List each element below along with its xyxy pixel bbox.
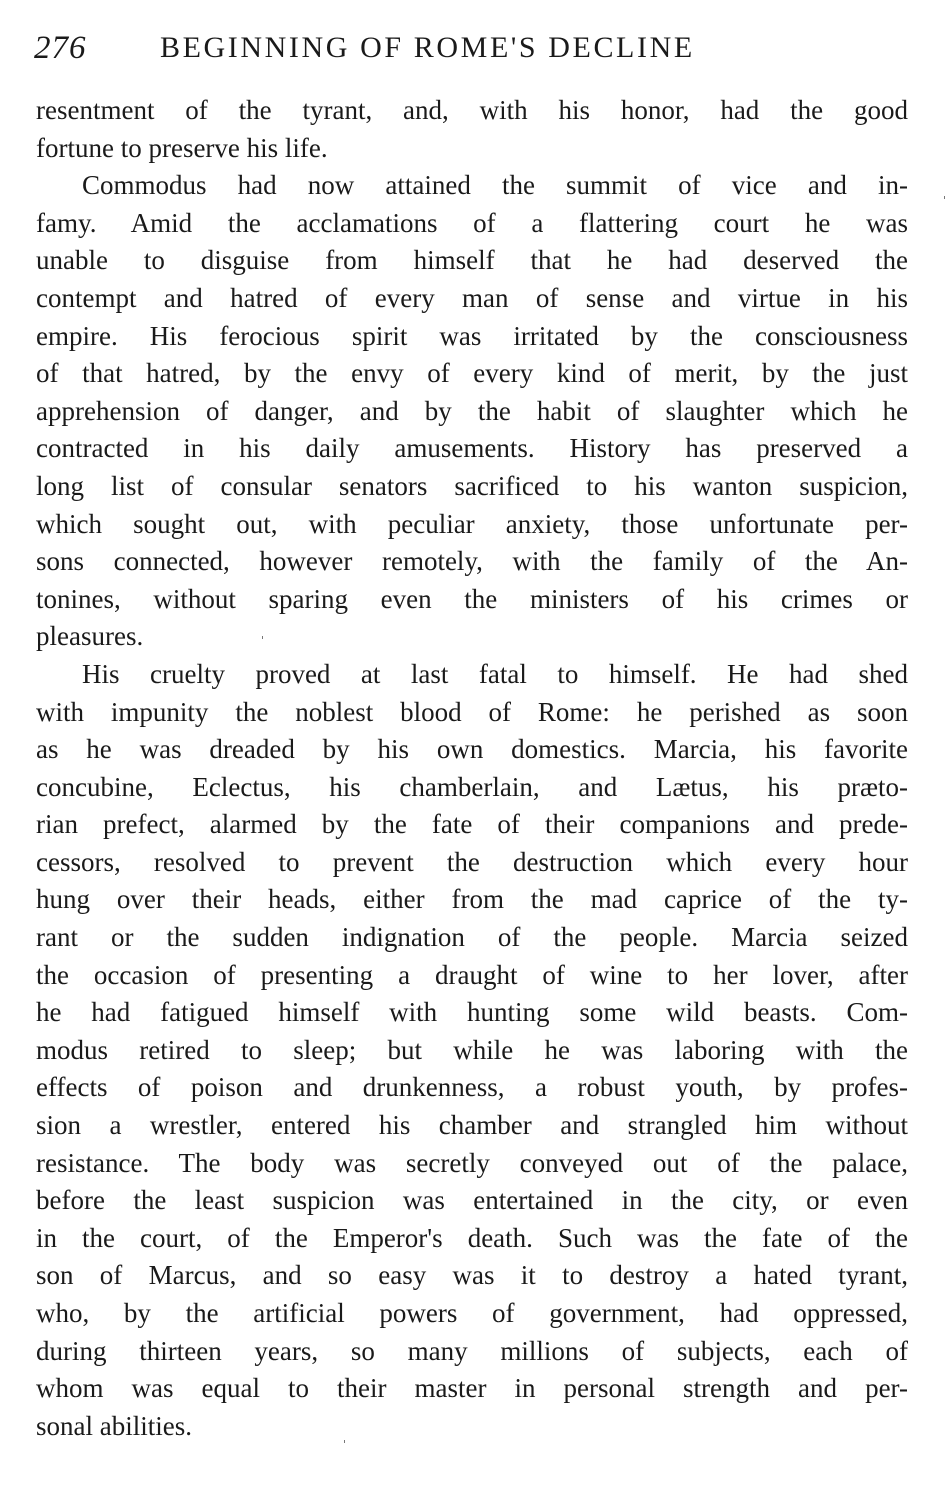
text-line	[36, 1069, 908, 1107]
text-line-content: resentment of the tyrant, and, with his honor, had the good	[36, 95, 908, 125]
text-line-content: modus retired to sleep; but while he was laboring with the	[36, 1034, 908, 1065]
text-line-content: contracted in his daily amusements. History has preserved a	[36, 433, 908, 464]
text-line	[36, 1257, 908, 1295]
margin-mark	[944, 196, 945, 199]
running-head: BEGINNING OF ROME'S DECLINE	[160, 31, 695, 64]
text-line-content: Commodus had now attained the summit of vice and in-	[82, 170, 908, 201]
text-line	[36, 694, 908, 732]
text-line	[36, 731, 908, 769]
text-line-content: rant or the sudden indignation of the people. Marcia seized	[36, 922, 908, 953]
text-line	[36, 769, 908, 807]
text-line-content: the occasion of presenting a draught of wine to her lover, after	[36, 959, 908, 990]
text-line	[36, 280, 908, 318]
margin-mark	[344, 1440, 345, 1443]
text-line	[36, 430, 908, 468]
text-line	[36, 242, 908, 280]
text-line	[36, 1220, 908, 1258]
text-line-content: whom was equal to their master in personal strength and per-	[36, 1373, 908, 1404]
page-number: 276	[34, 30, 87, 66]
text-line-content: sion a wrestler, entered his chamber and strangled him without	[36, 1110, 908, 1141]
text-line	[36, 543, 908, 581]
text-line-content: unable to disguise from himself that he had deserved the	[36, 245, 908, 276]
text-line-content: during thirteen years, so many millions of subjects, each of	[36, 1335, 908, 1366]
text-line-content: sonal abilities.	[36, 1410, 192, 1441]
text-line	[36, 806, 908, 844]
text-line-content: as he was dreaded by his own domestics. Marcia, his favorite	[36, 734, 908, 765]
text-line	[36, 318, 908, 356]
margin-mark	[262, 636, 263, 639]
text-line	[36, 167, 908, 205]
text-line	[36, 994, 908, 1032]
text-line	[36, 919, 908, 957]
text-line-content: His cruelty proved at last fatal to himself. He had shed	[82, 658, 908, 689]
text-line	[36, 205, 908, 243]
page-header	[34, 30, 914, 74]
text-line	[36, 656, 908, 694]
text-line-content: resistance. The body was secretly conveyed out of the palace,	[36, 1147, 908, 1178]
text-line-content: concubine, Eclectus, his chamberlain, and Lætus, his præto-	[36, 771, 908, 802]
text-line	[36, 1333, 908, 1371]
text-line	[36, 1032, 908, 1070]
text-line-content: long list of consular senators sacrificed to his wanton suspicion,	[36, 470, 908, 501]
text-line-content: fortune to preserve his life.	[36, 132, 328, 163]
text-line-content: hung over their heads, either from the mad caprice of the ty-	[36, 884, 908, 915]
text-line	[36, 581, 908, 619]
text-line	[36, 355, 908, 393]
text-line	[36, 1182, 908, 1220]
text-line-content: tonines, without sparing even the ministers of his crimes or	[36, 583, 908, 614]
text-line	[36, 130, 908, 168]
text-line-content: he had fatigued himself with hunting some wild beasts. Com-	[36, 997, 908, 1028]
text-line	[36, 1295, 908, 1333]
text-line	[36, 1145, 908, 1183]
text-line-content: sons connected, however remotely, with the family of the An-	[36, 546, 908, 577]
text-line	[36, 468, 908, 506]
text-line	[36, 393, 908, 431]
text-line-content: who, by the artificial powers of government, had oppressed,	[36, 1298, 908, 1328]
text-line	[36, 881, 908, 919]
text-line	[36, 1370, 908, 1408]
text-line	[36, 618, 908, 656]
text-line-content: contempt and hatred of every man of sense and virtue in his	[36, 282, 908, 313]
text-line-content: son of Marcus, and so easy was it to destroy a hated tyrant,	[36, 1260, 908, 1291]
text-line-content: pleasures.	[36, 621, 144, 652]
text-line-content: of that hatred, by the envy of every kind of merit, by the just	[36, 358, 908, 389]
paragraph	[36, 656, 908, 1445]
text-line-content: apprehension of danger, and by the habit of slaughter which he	[36, 395, 908, 426]
text-line-content: famy. Amid the acclamations of a flattering court he was	[36, 207, 908, 238]
text-line-content: cessors, resolved to prevent the destruction which every hour	[36, 846, 908, 877]
text-line-content: with impunity the noblest blood of Rome: he perished as soon	[36, 696, 908, 727]
body-text	[36, 92, 908, 1445]
text-line	[36, 506, 908, 544]
text-line	[36, 844, 908, 882]
text-line	[36, 92, 908, 130]
paragraph	[36, 92, 908, 167]
text-line	[36, 957, 908, 995]
paragraph	[36, 167, 908, 656]
text-line	[36, 1408, 908, 1446]
text-line-content: rian prefect, alarmed by the fate of their companions and prede-	[36, 809, 908, 840]
text-line-content: empire. His ferocious spirit was irritated by the consciousness	[36, 320, 908, 351]
text-line-content: which sought out, with peculiar anxiety, those unfortunate per-	[36, 508, 908, 539]
text-line-content: before the least suspicion was entertained in the city, or even	[36, 1185, 908, 1216]
text-line-content: in the court, of the Emperor's death. Such was the fate of the	[36, 1222, 908, 1253]
text-line-content: effects of poison and drunkenness, a robust youth, by profes-	[36, 1072, 908, 1103]
text-line	[36, 1107, 908, 1145]
